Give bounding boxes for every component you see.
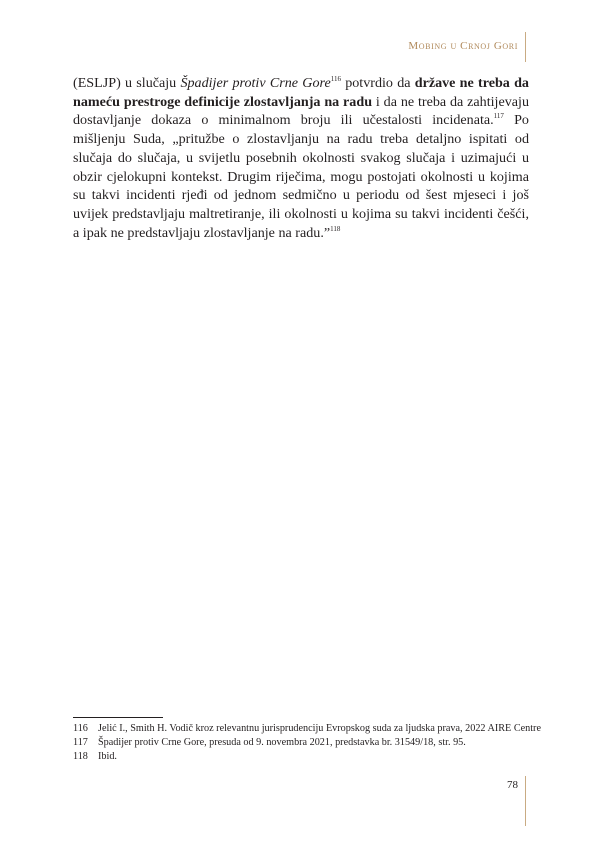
footnote-item bbox=[73, 736, 543, 750]
footnote-ref-116[interactable]: 116 bbox=[330, 75, 341, 83]
footnote-number: 117 bbox=[73, 737, 88, 749]
page-number: 78 bbox=[507, 779, 518, 791]
case-name: Špadijer protiv Crne Gore bbox=[180, 75, 331, 91]
running-header: Mobing u Crnoj Gori bbox=[408, 40, 518, 52]
header-divider bbox=[525, 32, 526, 62]
footnote-ref-117[interactable]: 117 bbox=[493, 112, 504, 121]
footnote-text: Jelić I., Smith H. Vodič kroz relevantnu jurisprudenciju Evropskog suda za ljudska prava, 2022 AIRE Centre bbox=[98, 723, 541, 734]
text-segment: potvrdio da bbox=[340, 75, 415, 91]
text-segment: (ESLJP) u slučaju bbox=[73, 75, 181, 91]
footer-divider bbox=[525, 776, 526, 826]
footnote-item bbox=[73, 750, 543, 764]
emphasis-text: države ne treba da nameću prestroge definicije zlostavljanja na radu bbox=[73, 75, 529, 110]
footnote-divider bbox=[73, 717, 163, 718]
footnote-number: 118 bbox=[73, 751, 88, 763]
footnote-ref-118[interactable]: 118 bbox=[330, 224, 341, 233]
footnote-number: 116 bbox=[73, 723, 88, 734]
footnote-text: Ibid. bbox=[98, 751, 117, 763]
footnote-list bbox=[73, 722, 543, 765]
footnote-text: Špadijer protiv Crne Gore, presuda od 9. novembra 2021, predstavka br. 31549/18, str. 95. bbox=[98, 737, 466, 749]
text-segment: i da ne treba da zahtijevaju dostavljanje dokaza o minimalnom broju ili učestalosti incidenata. bbox=[73, 93, 529, 129]
text-segment: Po mišljenju Suda, „pritužbe o zlostavljanju na radu treba detaljno ispitati od slučaja do slučaja, u svijetlu posebnih okolnosti svakog slučaja i uzimajući u obzir cjelokupni kontekst. Drugim riječima, mogu postojati okolnosti u kojima su takvi incidenti rjeđi od jednom sedmično u periodu od šest mjeseci i još uvijek predstavljaju maltretiranje, ili okolnosti u kojima su takvi incidenti češći, a ipak ne predstavljaju zlostavljanje na radu.” bbox=[73, 112, 529, 241]
footnote-item bbox=[73, 722, 543, 736]
main-paragraph bbox=[73, 74, 529, 242]
